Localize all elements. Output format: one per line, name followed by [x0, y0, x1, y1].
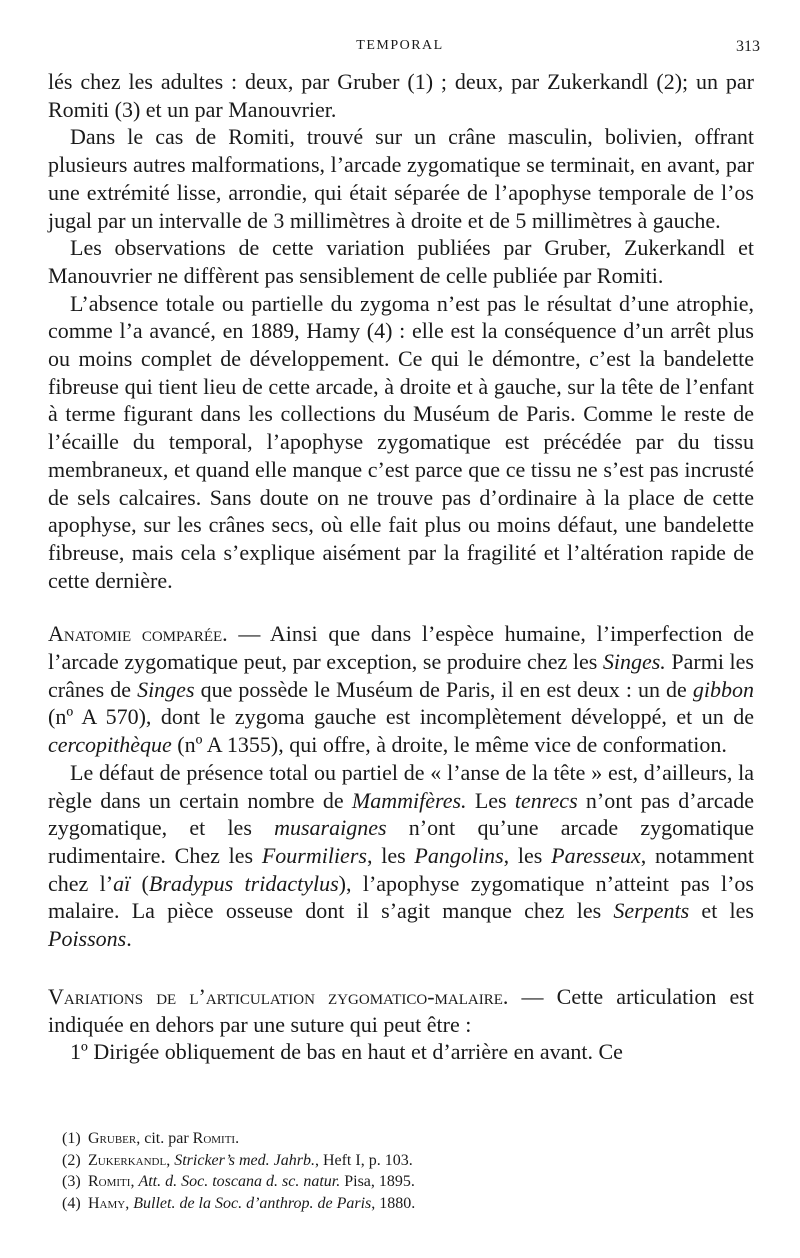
running-head: TEMPORAL	[356, 38, 444, 53]
paragraph-first-point: 1º Dirigée obliquement de bas en haut et d’arrière en avant. Ce	[70, 1039, 623, 1065]
page-header	[0, 38, 800, 62]
page-number: 313	[736, 38, 760, 55]
paragraph-observations: Les observations de cette variation publiées par Gruber, Zukerkandl et Manouvrier ne diffèrent pas sensiblement de celle publiée par Romiti.	[48, 235, 754, 288]
paragraph-variations: Variations de l’articulation zygomatico-malaire. — Cette articulation est indiquée en dehors par une suture qui peut être :	[48, 983, 754, 1037]
footnote: (1) Gruber, cit. par Romiti.	[62, 1130, 240, 1147]
paragraph-absence: L’absence totale ou partielle du zygoma n’est pas le résultat d’une atrophie, comme l’a avancé, en 1889, Hamy (4) : elle est la conséquence d’un arrêt plus ou moins complet de développement. Ce qui le démontre, c’est la bandelette fibreuse qui tient lieu de cette arcade, à droite et à gauche, sur la tête de l’enfant à terme figurant dans les collections du Muséum de Paris. Comme le reste de l’écaille du temporal, l’apophyse zygomatique est précédée par du tissu membraneux, et quand elle manque c’est parce que ce tissu ne s’est pas incrusté de sels calcaires. Sans doute on ne trouve pas d’ordinaire à la place de cette apophyse, sur les crânes secs, où elle fait plus ou moins défaut, une bandelette fibreuse, mais cela s’explique aisément par la fragilité et l’altération rapide de cette dernière.	[48, 290, 754, 593]
paragraph-continuation: lés chez les adultes : deux, par Gruber (1) ; deux, par Zukerkandl (2); un par Romiti (3) et un par Manouvrier.	[48, 69, 754, 122]
paragraph-mammiferes: Le défaut de présence total ou partiel de « l’anse de la tête » est, d’ailleurs, la règle dans un certain nombre de Mammifères. Les tenrecs n’ont pas d’arcade zygomatique, et les musaraignes n’ont qu’une arcade zygomatique rudimentaire. Chez les Fourmiliers, les Pangolins, les Paresseux, notamment chez l’aï (Bradypus tridactylus), l’apophyse zygomatique n’atteint pas l’os malaire. La pièce osseuse dont il s’agit manque chez les Serpents et les Poissons.	[48, 759, 755, 952]
paragraph-romiti-case: Dans le cas de Romiti, trouvé sur un crâne masculin, bolivien, offrant plusieurs autres malformations, l’arcade zygomatique se terminait, en avant, par une extrémité lisse, arrondie, qui était séparée de l’apophyse temporale de l’os jugal par un intervalle de 3 millimètres à droite et de 5 millimètres à gauche.	[48, 124, 754, 233]
section-heading-anatomie: Anatomie comparée.	[48, 621, 228, 647]
footnotes	[62, 1128, 762, 1214]
body-text	[48, 68, 754, 1066]
section-heading-variations: Variations de l’articulation zygomatico-malaire.	[48, 983, 509, 1009]
footnote: (4) Hamy, Bullet. de la Soc. d’anthrop. de Paris, 1880.	[62, 1194, 416, 1212]
footnote: (3) Romiti, Att. d. Soc. toscana d. sc. natur. Pisa, 1895.	[62, 1173, 415, 1190]
footnote: (2) Zukerkandl, Stricker’s med. Jahrb., Heft I, p. 103.	[62, 1151, 413, 1169]
paragraph-anatomie-comparee: Anatomie comparée. — Ainsi que dans l’espèce humaine, l’imperfection de l’arcade zygomatique peut, par exception, se produire chez les Singes. Parmi les crânes de Singes que possède le Muséum de Paris, il en est deux : un de gibbon (nº A 570), dont le zygoma gauche est incomplètement développé, et un de cercopithèque (nº A 1355), qui offre, à droite, le même vice de conformation.	[48, 621, 754, 758]
